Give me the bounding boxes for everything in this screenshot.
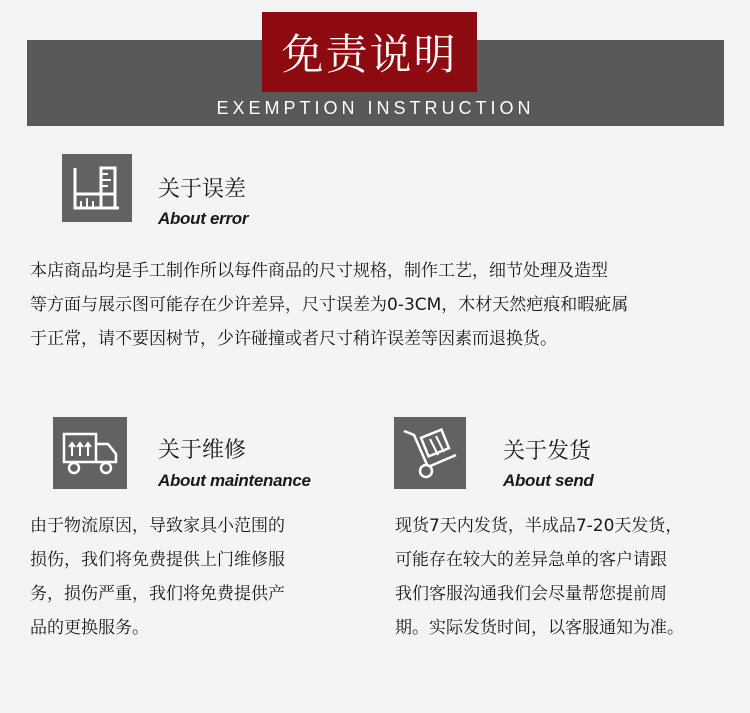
ruler-icon	[62, 154, 132, 222]
section-subtitle-maintenance: About maintenance	[158, 471, 311, 490]
paragraph-line: 于正常，请不要因树节，少许碰撞或者尺寸稍许误差等因素而退换货。	[30, 329, 557, 349]
title-box	[262, 12, 477, 92]
paragraph-line: 等方面与展示图可能存在少许差异，尺寸误差为0-3CM，木材天然疤痕和暇疵属	[30, 295, 629, 315]
paragraph-line: 本店商品均是手工制作所以每件商品的尺寸规格，制作工艺，细节处理及造型	[30, 261, 608, 281]
section-subtitle-error: About error	[158, 209, 249, 228]
paragraph-line: 期。实际发货时间，以客服通知为准。	[395, 618, 684, 638]
paragraph-line: 我们客服沟通我们会尽量帮您提前周	[395, 584, 667, 604]
delivery-truck-icon	[53, 417, 127, 489]
paragraph-line: 务，损伤严重，我们将免费提供产	[30, 584, 285, 604]
page-title: 免责说明	[281, 30, 458, 79]
paragraph-error	[30, 254, 628, 356]
paragraph-send	[395, 509, 684, 645]
paragraph-maintenance	[30, 509, 285, 645]
paragraph-line: 由于物流原因，导致家具小范围的	[30, 516, 285, 536]
section-title-send: 关于发货	[503, 439, 592, 464]
paragraph-line: 损伤，我们将免费提供上门维修服	[30, 550, 285, 570]
paragraph-line: 品的更换服务。	[30, 618, 149, 638]
page-subtitle: EXEMPTION INSTRUCTION	[216, 98, 535, 118]
section-title-error: 关于误差	[158, 177, 247, 202]
section-title-maintenance: 关于维修	[158, 438, 247, 463]
hand-truck-icon	[394, 417, 466, 489]
paragraph-line: 可能存在较大的差异急单的客户请跟	[395, 550, 667, 570]
section-subtitle-send: About send	[503, 471, 594, 490]
paragraph-line: 现货7天内发货，半成品7-20天发货，	[395, 516, 683, 536]
